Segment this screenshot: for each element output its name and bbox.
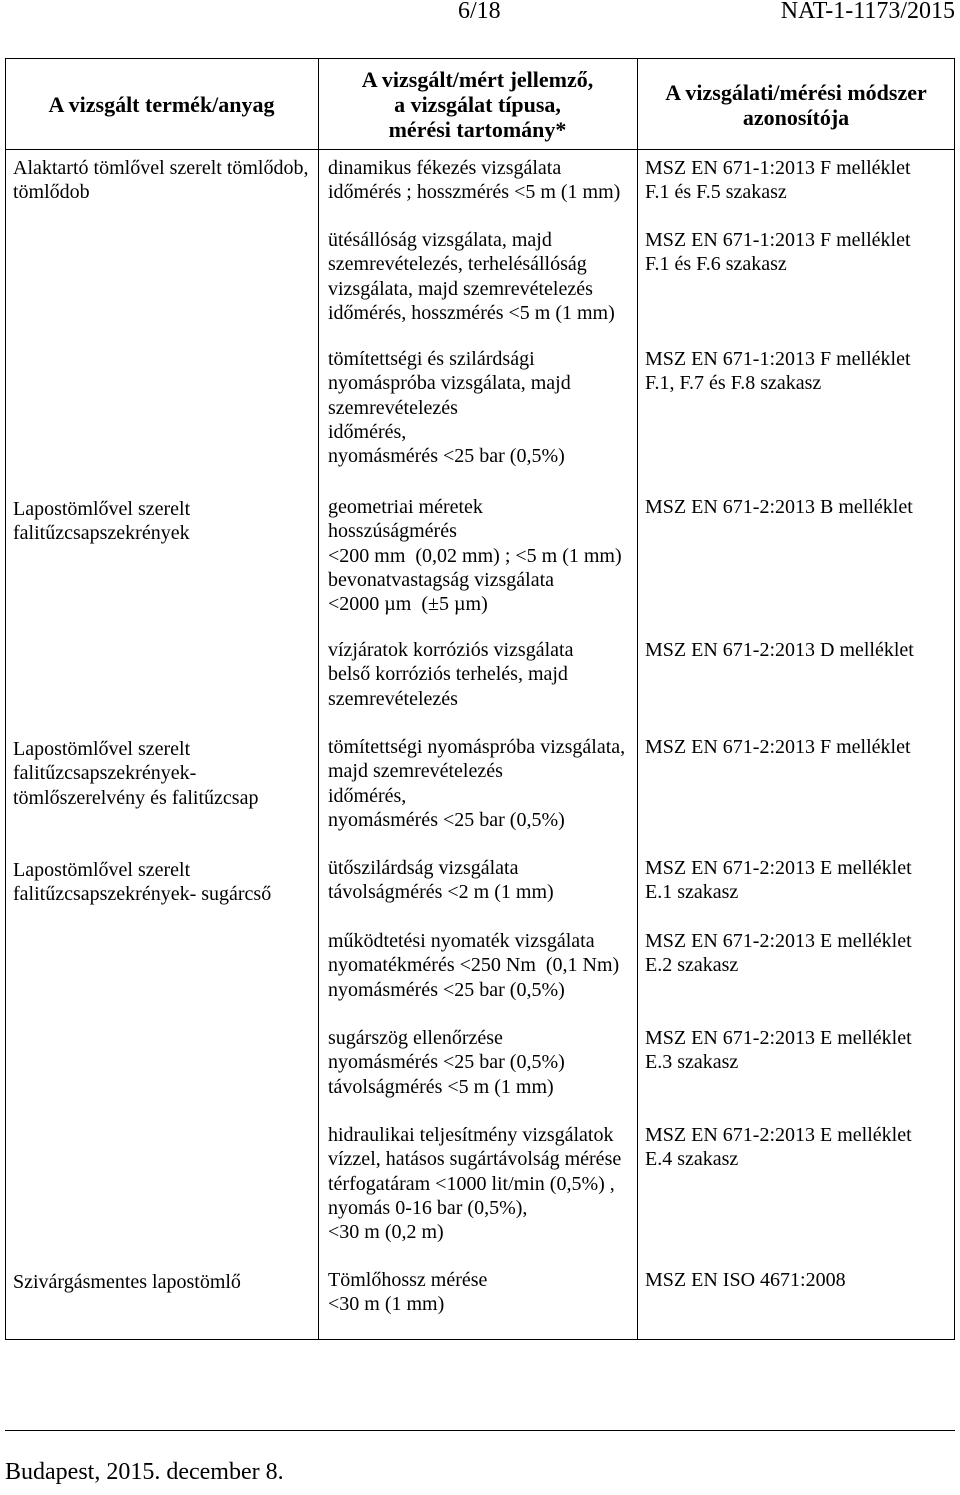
text-line: hosszúságmérés xyxy=(328,520,457,543)
text-line: MSZ EN 671-2:2013 D melléklet xyxy=(645,639,914,661)
text-line: hidraulikai teljesítmény vizsgálatok xyxy=(328,1124,614,1146)
characteristic-cell xyxy=(328,735,625,832)
header-text: A vizsgálati/mérési módszer xyxy=(665,80,927,105)
footer-place-date: Budapest, 2015. december 8. xyxy=(5,1459,284,1485)
text-line: MSZ EN 671-2:2013 E melléklet xyxy=(645,1124,912,1146)
text-line: vízjáratok korróziós vizsgálata xyxy=(328,639,574,661)
text-line: nyomásmérés <25 bar (0,5%) xyxy=(328,808,565,831)
text-line: MSZ EN 671-2:2013 E melléklet xyxy=(645,857,912,879)
text-line: MSZ EN 671-2:2013 F melléklet xyxy=(645,736,911,758)
text-line: vízzel, hatásos sugártávolság mérése xyxy=(328,1148,622,1171)
characteristic-cell xyxy=(328,347,571,468)
text-line: működtetési nyomaték vizsgálata xyxy=(328,930,595,952)
text-line: Tömlőhossz mérése xyxy=(328,1269,488,1291)
method-cell xyxy=(645,347,911,396)
header-divider xyxy=(5,149,955,150)
text-line: távolságmérés <5 m (1 mm) xyxy=(328,1075,554,1098)
text-line: F.1 és F.5 szakasz xyxy=(645,181,787,204)
header-product xyxy=(5,92,318,117)
text-line: nyomásmérés <25 bar (0,5%) xyxy=(328,978,565,1001)
text-line: nyomás 0-16 bar (0,5%), xyxy=(328,1196,528,1219)
text-line: szemrevételezés, terhelésállóság xyxy=(328,253,587,276)
footer-rule xyxy=(5,1430,955,1431)
header-text: A vizsgált termék/anyag xyxy=(48,92,275,117)
text-line: falitűzcsapszekrények xyxy=(13,522,190,545)
text-line: nyomásmérés <25 bar (0,5%) xyxy=(328,1051,565,1074)
method-cell xyxy=(645,638,914,662)
text-line: <30 m (1 mm) xyxy=(328,1293,445,1316)
text-line: időmérés, xyxy=(328,784,407,807)
method-cell xyxy=(645,735,911,759)
text-line: távolságmérés <2 m (1 mm) xyxy=(328,881,554,904)
header-text: mérési tartomány* xyxy=(388,117,567,142)
method-cell xyxy=(645,156,911,205)
product-cell xyxy=(13,1270,241,1294)
characteristic-cell xyxy=(328,1268,487,1317)
text-line: majd szemrevételezés xyxy=(328,760,503,783)
text-line: térfogatáram <1000 lit/min (0,5%) , xyxy=(328,1172,615,1195)
text-line: MSZ EN 671-2:2013 B melléklet xyxy=(645,496,913,518)
text-line: ütésállóság vizsgálata, majd xyxy=(328,229,552,251)
text-line: időmérés ; hosszmérés <5 m (1 mm) xyxy=(328,181,621,204)
characteristic-cell xyxy=(328,1026,565,1099)
text-line: F.1, F.7 és F.8 szakasz xyxy=(645,372,822,395)
text-line: szemrevételezés xyxy=(328,687,458,710)
text-line: ütőszilárdság vizsgálata xyxy=(328,857,519,879)
document-id: NAT-1-1173/2015 xyxy=(780,0,955,24)
text-line: Alaktartó tömlővel szerelt tömlődob, xyxy=(13,157,309,179)
characteristic-cell xyxy=(328,156,620,205)
product-cell xyxy=(13,156,309,205)
text-line: geometriai méretek xyxy=(328,496,483,518)
characteristic-cell xyxy=(328,1123,621,1244)
text-line: <200 mm (0,02 mm) ; <5 m (1 mm) xyxy=(328,544,622,567)
method-cell xyxy=(645,228,911,277)
text-line: belső korróziós terhelés, majd xyxy=(328,663,568,686)
text-line: Lapostömlővel szerelt xyxy=(13,498,191,520)
text-line: tömlődob xyxy=(13,181,90,204)
characteristic-cell xyxy=(328,638,573,711)
text-line: <30 m (0,2 m) xyxy=(328,1221,444,1244)
column-divider xyxy=(637,58,638,1340)
product-cell xyxy=(13,497,190,546)
method-cell xyxy=(645,1123,912,1172)
text-line: tömítettségi nyomáspróba vizsgálata, xyxy=(328,736,626,758)
characteristic-cell xyxy=(328,856,554,905)
text-line: F.1 és F.6 szakasz xyxy=(645,253,787,276)
text-line: tömítettségi és szilárdsági xyxy=(328,348,535,370)
text-line: MSZ EN 671-2:2013 E melléklet xyxy=(645,1027,912,1049)
text-line: nyomásmérés <25 bar (0,5%) xyxy=(328,445,565,468)
product-cell xyxy=(13,737,258,810)
text-line: vizsgálata, majd szemrevételezés xyxy=(328,277,593,300)
text-line: időmérés, hosszmérés <5 m (1 mm) xyxy=(328,301,615,324)
characteristic-cell xyxy=(328,495,622,616)
header-text: azonosítója xyxy=(742,105,850,130)
characteristic-cell xyxy=(328,228,615,325)
header-text: A vizsgált/mért jellemző, xyxy=(361,67,594,92)
text-line: nyomáspróba vizsgálata, majd xyxy=(328,372,571,395)
text-line: Lapostömlővel szerelt xyxy=(13,738,191,760)
product-cell xyxy=(13,858,271,907)
text-line: sugárszög ellenőrzése xyxy=(328,1027,503,1049)
text-line: <2000 µm (±5 µm) xyxy=(328,593,488,616)
text-line: MSZ EN 671-2:2013 E melléklet xyxy=(645,930,912,952)
method-cell xyxy=(645,1268,846,1292)
text-line: E.4 szakasz xyxy=(645,1148,739,1171)
text-line: E.2 szakasz xyxy=(645,954,739,977)
text-line: Lapostömlővel szerelt xyxy=(13,859,191,881)
header-characteristic xyxy=(318,67,637,142)
text-line: MSZ EN 671-1:2013 F melléklet xyxy=(645,348,911,370)
page-number: 6/18 xyxy=(458,0,501,24)
text-line: falitűzcsapszekrények- sugárcső xyxy=(13,883,272,906)
method-cell xyxy=(645,929,912,978)
text-line: időmérés, xyxy=(328,420,407,443)
header-method xyxy=(637,80,955,130)
text-line: E.3 szakasz xyxy=(645,1051,739,1074)
column-divider xyxy=(318,58,319,1340)
text-line: E.1 szakasz xyxy=(645,881,739,904)
method-cell xyxy=(645,495,913,519)
text-line: MSZ EN ISO 4671:2008 xyxy=(645,1269,846,1291)
text-line: Szivárgásmentes lapostömlő xyxy=(13,1271,241,1293)
text-line: MSZ EN 671-1:2013 F melléklet xyxy=(645,157,911,179)
method-cell xyxy=(645,1026,912,1075)
text-line: nyomatékmérés <250 Nm (0,1 Nm) xyxy=(328,954,620,977)
text-line: falitűzcsapszekrények- xyxy=(13,762,197,785)
text-line: dinamikus fékezés vizsgálata xyxy=(328,157,562,179)
text-line: szemrevételezés xyxy=(328,396,458,419)
method-cell xyxy=(645,856,912,905)
text-line: tömlőszerelvény és falitűzcsap xyxy=(13,786,259,809)
header-text: a vizsgálat típusa, xyxy=(394,92,561,117)
characteristic-cell xyxy=(328,929,619,1002)
text-line: MSZ EN 671-1:2013 F melléklet xyxy=(645,229,911,251)
text-line: bevonatvastagság vizsgálata xyxy=(328,568,555,591)
